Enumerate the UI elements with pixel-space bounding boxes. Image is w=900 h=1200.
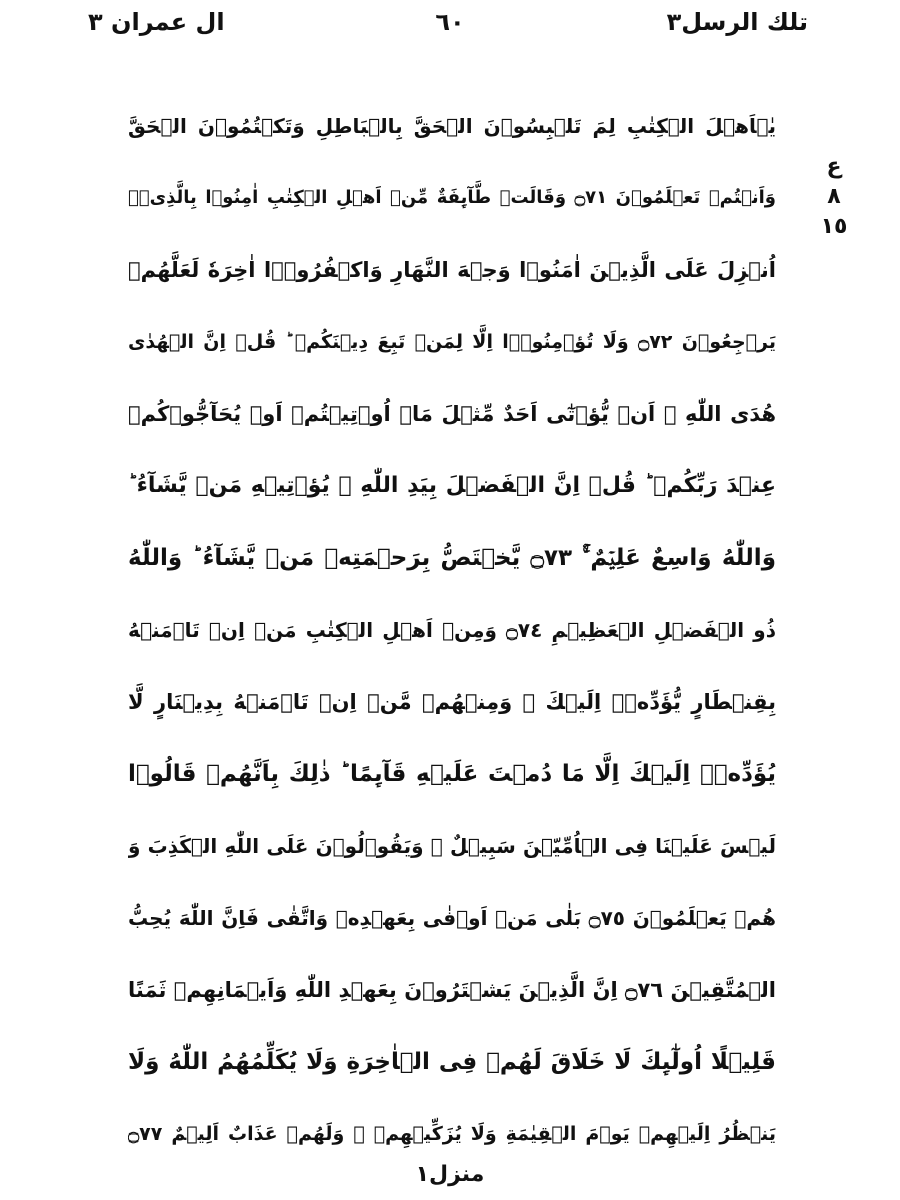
text-line: بِقِنۡطَارٍ يُّؤَدِّهٖۤ اِلَيۡكَ ۚ وَمِنۡهُمۡ مَّنۡ اِنۡ تَاۡمَنۡهُ بِدِيۡنَارٍ لَّا [128, 690, 776, 714]
ruku-marker [812, 152, 856, 242]
page-number: ٦٠ [435, 8, 465, 36]
juz-title: تلك الرسل٣ [666, 8, 808, 36]
quran-text [128, 90, 776, 1170]
text-line: يُؤَدِّهٖۤ اِلَيۡكَ اِلَّا مَا دُمۡتَ عَلَيۡهِ قَآٮِٕمًا ؕ ذٰلِكَ بِاَنَّهُمۡ قَالُوۡا [128, 761, 776, 787]
ruku-total: ١٥ [820, 214, 848, 239]
ruku-count: ٨ [827, 184, 841, 209]
text-line: يٰۤاَهۡلَ الۡكِتٰبِ لِمَ تَلۡبِسُوۡنَ الۡحَقَّ بِالۡبَاطِلِ وَتَكۡتُمُوۡنَ الۡحَقَّ [128, 114, 776, 138]
surah-title: ال عمران ٣ [88, 8, 225, 36]
text-line: الۡمُتَّقِيۡنَ ۝٧٦ اِنَّ الَّذِيۡنَ يَشۡتَرُوۡنَ بِعَهۡدِ اللّٰهِ وَاَيۡمَانِهِمۡ ثَمَنًا [128, 978, 776, 1002]
text-line: لَيۡسَ عَلَيۡنَا فِى الۡاُمِّيّٖنَ سَبِيۡلٌ ۚ وَيَقُوۡلُوۡنَ عَلَى اللّٰهِ الۡكَذِبَ وَ [128, 834, 776, 858]
text-line: وَاَنۡتُمۡ تَعۡلَمُوۡنَ ۝٧١ وَقَالَتۡ طَّآٮِٕفَةٌ مِّنۡ اَهۡلِ الۡكِتٰبِ اٰمِنُوۡا بِالَّذِىۡۤ [128, 187, 776, 208]
text-line: ذُو الۡفَضۡلِ الۡعَظِيۡمِ ۝٧٤ وَمِنۡ اَهۡلِ الۡكِتٰبِ مَنۡ اِنۡ تَاۡمَنۡهُ [128, 618, 776, 642]
text-line: يَنۡظُرُ اِلَيۡهِمۡ يَوۡمَ الۡقِيٰمَةِ وَلَا يُزَكِّيۡهِمۡ ۖ وَلَهُمۡ عَذَابٌ اَلِيۡمٌ ۝٧٧ [128, 1123, 776, 1145]
ruku-letter: ع [826, 154, 842, 179]
text-line: اُنۡزِلَ عَلَى الَّذِيۡنَ اٰمَنُوۡا وَجۡهَ النَّهَارِ وَاكۡفُرُوۡۤا اٰخِرَهٗ لَعَلَّهُمۡ [128, 258, 776, 282]
text-line: هُدَى اللّٰهِ ۙ اَنۡ يُّؤۡتٰٓى اَحَدٌ مِّثۡلَ مَاۤ اُوۡتِيۡتُمۡ اَوۡ يُحَآجُّوۡكُمۡ [128, 402, 776, 426]
text-line: قَلِيۡلًا اُولٰٓٮِٕكَ لَا خَلَاقَ لَهُمۡ فِى الۡاٰخِرَةِ وَلَا يُكَلِّمُهُمُ اللّٰهُ وَلَا [128, 1049, 776, 1075]
text-line: عِنۡدَ رَبِّكُمۡ ؕ قُلۡ اِنَّ الۡفَضۡلَ بِيَدِ اللّٰهِ ۚ يُؤۡتِيۡهِ مَنۡ يَّشَآءُ ؕ [128, 473, 776, 498]
manzil-footer: منزل١ [415, 1162, 485, 1187]
text-line: وَاللّٰهُ وَاسِعٌ عَلِيۡمٌ ۚۙ ۝٧٣ يَّخۡتَصُّ بِرَحۡمَتِهٖ مَنۡ يَّشَآءُ ؕ وَاللّٰهُ [128, 545, 776, 571]
text-line: هُمۡ يَعۡلَمُوۡنَ ۝٧٥ بَلٰى مَنۡ اَوۡفٰى بِعَهۡدِهٖ وَاتَّقٰى فَاِنَّ اللّٰهَ يُحِبُّ [128, 906, 776, 930]
text-line: يَرۡجِعُوۡنَ ۝٧٢ وَلَا تُؤۡمِنُوۡۤا اِلَّا لِمَنۡ تَبِعَ دِيۡنَكُمۡ ؕ قُلۡ اِنَّ الۡهُدٰى [128, 331, 776, 353]
page-header [0, 6, 900, 46]
